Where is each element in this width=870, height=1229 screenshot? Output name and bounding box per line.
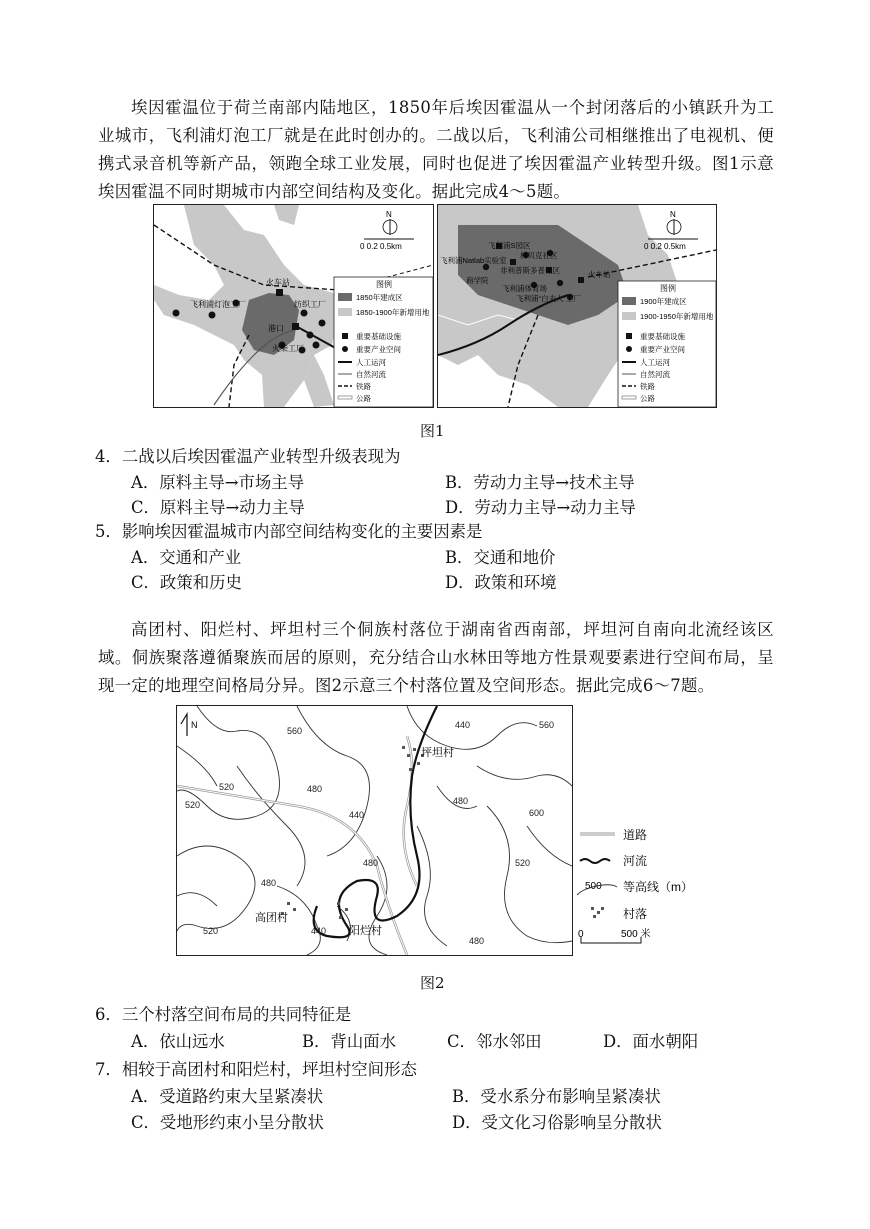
q6-option-c[interactable]: C．邻水邻田 [447, 1032, 542, 1051]
left-label-port: 港口 [268, 324, 284, 333]
right-label-philips-s-park: 飞利浦S园区 [488, 241, 531, 250]
figure-2-map [176, 705, 573, 956]
village-pingtan: 坪坦村 [421, 747, 454, 759]
contour-label: 560 [539, 720, 555, 730]
q4-option-c[interactable]: C．原料主导→动力主导 [131, 498, 305, 517]
svg-text:1850-1900年新增用地: 1850-1900年新增用地 [356, 308, 430, 317]
svg-text:人工运河: 人工运河 [640, 358, 670, 367]
svg-text:铁路: 铁路 [356, 382, 371, 391]
right-north-icon: N [670, 210, 676, 219]
question-5-stem: 5．影响埃因霍温城市内部空间结构变化的主要因素是 [95, 522, 483, 541]
legend-village: 村落 [623, 907, 648, 921]
right-label-natlab: 飞利浦Natlab实验室 [440, 256, 507, 265]
svg-text:图例: 图例 [376, 280, 392, 289]
q7-option-b[interactable]: B．受水系分布影响呈紧凑状 [452, 1087, 661, 1106]
contour-label: 520 [203, 926, 219, 936]
svg-text:1900-1950年新增用地: 1900-1950年新增用地 [640, 312, 714, 321]
left-scale-bar: 0 0.2 0.5km [360, 242, 402, 251]
contour-label: 600 [529, 808, 545, 818]
contour-label: 520 [219, 782, 235, 792]
svg-text:1850年建成区: 1850年建成区 [356, 293, 403, 302]
contour-label: 440 [311, 926, 327, 936]
q7-option-d[interactable]: D．受文化习俗影响呈分散状 [452, 1113, 662, 1132]
right-label-business-school: 商学院 [466, 276, 489, 285]
svg-text:图例: 图例 [660, 284, 676, 293]
contour-label: 520 [515, 858, 531, 868]
figure-2-caption: 图2 [420, 974, 445, 992]
passage-1: 埃因霍温位于荷兰南部内陆地区，1850年后埃因霍温从一个封闭落后的小镇跃升为工业城市，飞利浦灯泡工厂就是在此时创办的。二战以后，飞利浦公司相继推出了电视机、便携式录音机等新产品，领跑全球工业发展，同时也促进了埃因霍温产业转型升级。图1示意埃因霍温不同时期城市内部空间结构及变化。据此完成4～5题。 [98, 98, 774, 201]
svg-text:铁路: 铁路 [640, 382, 655, 391]
q4-option-b[interactable]: B．劳动力主导→技术主导 [445, 473, 635, 492]
contour-label: 440 [455, 720, 471, 730]
left-label-textile-factory: 纺织工厂 [294, 300, 326, 309]
question-6-stem: 6．三个村落空间布局的共同特征是 [95, 1005, 352, 1024]
left-north-icon: N [386, 210, 392, 219]
contour-label: 560 [287, 726, 303, 736]
q6-option-b[interactable]: B．背山面水 [302, 1032, 396, 1051]
q5-option-d[interactable]: D．政策和环境 [445, 573, 557, 592]
svg-text:重要基础设施: 重要基础设施 [640, 332, 685, 341]
right-label-philips-stadium: 飞利浦体育场 [502, 284, 547, 293]
right-label-linbeike-community: 林贝克社区 [520, 251, 558, 260]
contour-label: 480 [307, 784, 323, 794]
legend-contour: 等高线（m） [623, 880, 693, 894]
fig2-north-icon: N [191, 720, 198, 730]
left-label-train-station: 火车站 [266, 278, 290, 287]
q6-option-d[interactable]: D．面水朝阳 [603, 1032, 699, 1051]
legend-road: 道路 [623, 828, 648, 842]
legend-contour-value: 500 [585, 881, 602, 892]
left-label-philips-bulb-factory: 飞利浦灯泡工厂 [190, 300, 246, 309]
contour-label: 480 [261, 878, 277, 888]
q5-option-a[interactable]: A．交通和产业 [131, 548, 242, 567]
right-label-witte-dame-factory: 飞利浦“白夫人”工厂 [516, 294, 581, 303]
svg-text:重要产业空间: 重要产业空间 [356, 345, 401, 354]
figure-2-legend [575, 825, 735, 955]
passage-2: 高团村、阳烂村、坪坦村三个侗族村落位于湖南省西南部，坪坦河自南向北流经该区域。侗族聚落遵循聚族而居的原则，充分结合山水林田等地方性景观要素进行空间布局，呈现一定的地理空间格局分异。图2示意三个村落位置及空间形态。据此完成6～7题。 [98, 620, 774, 695]
contour-label: 440 [349, 810, 365, 820]
village-yanglan: 阳烂村 [349, 925, 382, 937]
svg-text:公路: 公路 [356, 394, 371, 403]
left-label-match-factory: 火柴工厂 [272, 344, 304, 353]
q6-option-a[interactable]: A．依山远水 [131, 1032, 225, 1051]
svg-text:1900年建成区: 1900年建成区 [640, 297, 687, 306]
village-gaotuan: 高团村 [255, 912, 288, 924]
figure-1-left-map [153, 204, 434, 408]
figure-1-right-map [437, 204, 717, 408]
legend-scale-500: 500 米 [621, 929, 651, 940]
q4-option-a[interactable]: A．原料主导→市场主导 [131, 473, 305, 492]
question-7-stem: 7．相较于高团村和阳烂村，坪坦村空间形态 [95, 1060, 417, 1079]
contour-label: 520 [185, 800, 201, 810]
svg-text:重要基础设施: 重要基础设施 [356, 332, 401, 341]
q7-option-a[interactable]: A．受道路约束大呈紧凑状 [131, 1087, 324, 1106]
legend-river: 河流 [623, 854, 648, 868]
right-label-train-station: 火车站 [588, 270, 611, 279]
q5-option-b[interactable]: B．交通和地价 [445, 548, 556, 567]
contour-label: 480 [453, 796, 469, 806]
right-scale-bar: 0 0.2 0.5km [644, 242, 686, 251]
q5-option-c[interactable]: C．政策和历史 [131, 573, 242, 592]
question-4-stem: 4．二战以后埃因霍温产业转型升级表现为 [95, 447, 401, 466]
figure-1-caption: 图1 [420, 422, 445, 440]
svg-text:自然河流: 自然河流 [356, 370, 386, 379]
contour-label: 480 [469, 936, 485, 946]
svg-text:重要产业空间: 重要产业空间 [640, 345, 685, 354]
left-legend [334, 277, 433, 407]
svg-text:自然河流: 自然河流 [640, 370, 670, 379]
contour-label: 480 [363, 858, 379, 868]
right-legend [618, 281, 716, 407]
right-label-philipsdorp-community: 非利普斯多普社区 [500, 266, 560, 275]
q4-option-d[interactable]: D．劳动力主导→动力主导 [445, 498, 636, 517]
q7-option-c[interactable]: C．受地形约束小呈分散状 [131, 1113, 324, 1132]
svg-text:人工运河: 人工运河 [356, 358, 386, 367]
svg-text:公路: 公路 [640, 394, 655, 403]
legend-scale-zero: 0 [578, 929, 584, 940]
